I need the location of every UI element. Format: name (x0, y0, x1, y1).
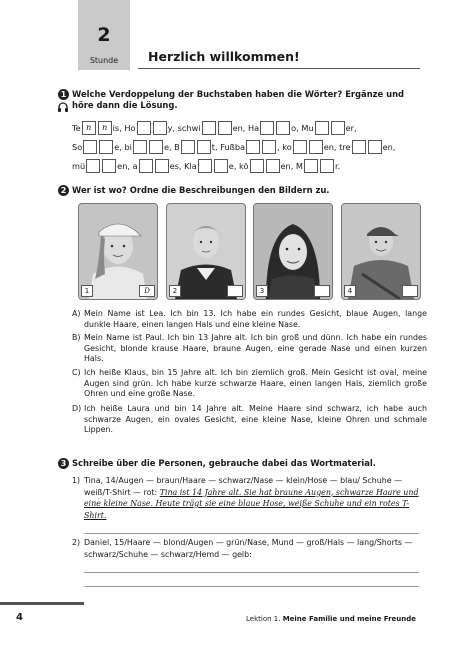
description-letter: B) (72, 333, 81, 342)
word-fragment: is, Ho (112, 123, 136, 133)
description-a (72, 309, 427, 330)
description-b (72, 333, 427, 365)
letter-box[interactable] (266, 159, 280, 173)
word-fragment: es, Kla (169, 161, 197, 171)
letter-box[interactable] (155, 159, 169, 173)
letter-box[interactable] (276, 121, 290, 135)
footer-rule (0, 602, 84, 605)
photo-1 (78, 203, 158, 300)
letter-box[interactable] (99, 140, 113, 154)
answer-line[interactable] (84, 572, 419, 573)
word-fragment: en, Ha (232, 123, 260, 133)
title-divider (138, 68, 420, 69)
photo-answer-3[interactable] (314, 285, 330, 297)
answer-line[interactable] (84, 533, 419, 534)
page-title: Herzlich willkommen! (148, 49, 300, 64)
letter-box[interactable] (320, 159, 334, 173)
word-fragment: e, bi (114, 142, 132, 152)
word-fragment: y, schwi (167, 123, 201, 133)
photo-4 (341, 203, 421, 300)
letter-box[interactable] (181, 140, 195, 154)
letter-box[interactable] (133, 140, 147, 154)
letter-box[interactable] (368, 140, 382, 154)
headphones-icon (57, 102, 69, 116)
word-fragment: e, kö (228, 161, 249, 171)
letter-box[interactable] (139, 159, 153, 173)
lesson-label: Stunde (89, 56, 119, 65)
photo-answer-4[interactable] (402, 285, 418, 297)
item-label: 1) (72, 476, 81, 485)
description-d (72, 404, 427, 436)
letter-box[interactable] (250, 159, 264, 173)
letter-box[interactable] (86, 159, 100, 173)
word-fragment: mü (72, 161, 86, 171)
letter-box[interactable] (293, 140, 307, 154)
word-fragment: er, (345, 123, 357, 133)
footer-lesson-title: Meine Familie und meine Freunde (282, 615, 417, 623)
lesson-tab (78, 0, 130, 70)
description-letter: D) (72, 404, 82, 413)
item-answer[interactable]: Tina ist 14 Jahre alt. Sie hat braune Augen, schwarze Haare und eine kleine Nase. Heute trägt sie eine blaue Hose, weiße Schuhe und ein rotes T-Shirt. (84, 487, 419, 520)
letter-box[interactable] (218, 121, 232, 135)
word-fragment: Te (72, 123, 81, 133)
word-fragment: t, Fußba (211, 142, 246, 152)
task1-instruction: Welche Verdoppelung der Buchstaben haben die Wörter? Ergänze und höre dann die Lösung. (72, 89, 405, 110)
photo-2 (166, 203, 246, 300)
letter-box[interactable] (352, 140, 366, 154)
description-text: Mein Name ist Lea. Ich bin 13. Ich habe ein rundes Gesicht, blaue Augen, lange dunkle Haare, einen langen Hals und eine kleine Nase. (84, 309, 427, 329)
task-number-1: 1 (58, 89, 69, 100)
word-fragment: r. (335, 161, 341, 171)
task-number-2: 2 (58, 185, 69, 196)
description-text: Ich heiße Klaus, bin 15 Jahre alt. Ich bin ziemlich groß. Mein Gesicht ist oval, meine Augen sind grün. Ich habe kurze schwarze Haare, einen langen Hals, ziemlich große Ohren und eine große Nase. (84, 368, 427, 398)
description-letter: C) (72, 368, 81, 377)
word-fragment: en, a (117, 161, 138, 171)
description-text: Mein Name ist Paul. Ich bin 13 Jahre alt. Ich bin groß und dünn. Ich habe ein rundes Gesicht, blonde krause Haare, braune Augen, eine gerade Nase und einen kurzen Hals. (84, 333, 427, 363)
letter-box[interactable] (153, 121, 167, 135)
description-text: Ich heiße Laura und bin 14 Jahre alt. Meine Haare sind schwarz, ich habe auch schwarze Augen, ein ovales Gesicht, eine kleine Nase, kleine Ohren und schmale Lippen. (84, 404, 427, 434)
task3-instruction: Schreibe über die Personen, gebrauche dabei das Wortmaterial. (72, 458, 376, 468)
word-row-2 (72, 140, 395, 154)
word-fragment: o, Mu (291, 123, 314, 133)
letter-box[interactable] (315, 121, 329, 135)
item-text (84, 475, 424, 521)
photo-label-2: 2 (169, 285, 181, 297)
letter-box[interactable] (304, 159, 318, 173)
word-row-1 (72, 121, 357, 135)
word-fragment: So (72, 142, 83, 152)
photo-3 (253, 203, 333, 300)
letter-box[interactable] (149, 140, 163, 154)
description-c (72, 368, 427, 400)
letter-box[interactable] (262, 140, 276, 154)
description-letter: A) (72, 309, 81, 318)
photo-answer-2[interactable] (227, 285, 243, 297)
word-fragment: en, M (280, 161, 303, 171)
task-number-3: 3 (58, 458, 69, 469)
word-fragment: , ko (277, 142, 292, 152)
word-row-3 (72, 159, 340, 173)
letter-box[interactable] (260, 121, 274, 135)
exercise-item-1 (72, 475, 424, 521)
item-prompt: Tina, 14/Augen — braun/Haare — schwarz/Nase — klein/Hose — blau/ Schuhe — weiß/T-Shirt — rot: (84, 476, 402, 497)
letter-box[interactable] (202, 121, 216, 135)
word-fragment: e, B (163, 142, 180, 152)
letter-box[interactable] (102, 159, 116, 173)
letter-box[interactable] (197, 140, 211, 154)
letter-box[interactable]: n (82, 121, 96, 135)
letter-box[interactable] (198, 159, 212, 173)
answer-line[interactable] (84, 586, 419, 587)
footer-lesson: Lektion 1. (246, 615, 281, 623)
exercise-item-2 (72, 537, 424, 560)
lesson-number: 2 (97, 24, 111, 46)
letter-box[interactable] (83, 140, 97, 154)
letter-box[interactable] (137, 121, 151, 135)
letter-box[interactable] (246, 140, 260, 154)
word-fragment: en, tre (323, 142, 351, 152)
letter-box[interactable] (309, 140, 323, 154)
photo-label-1: 1 (81, 285, 93, 297)
photo-label-3: 3 (256, 285, 268, 297)
page-number: 4 (16, 612, 23, 623)
letter-box[interactable] (214, 159, 228, 173)
letter-box[interactable]: n (98, 121, 112, 135)
photo-answer-1[interactable]: D (139, 285, 155, 297)
letter-box[interactable] (331, 121, 345, 135)
footer-text (246, 615, 416, 623)
item-prompt: Daniel, 15/Haare — blond/Augen — grün/Nase, Mund — groß/Hals — lang/Shorts — schwarz/Schuhe — schwarz/Hemd — gelb: (84, 538, 413, 559)
photo-label-4: 4 (344, 285, 356, 297)
task2-instruction: Wer ist wo? Ordne die Beschreibungen den Bildern zu. (72, 185, 330, 195)
item-label: 2) (72, 538, 81, 547)
word-fragment: en, (382, 142, 396, 152)
